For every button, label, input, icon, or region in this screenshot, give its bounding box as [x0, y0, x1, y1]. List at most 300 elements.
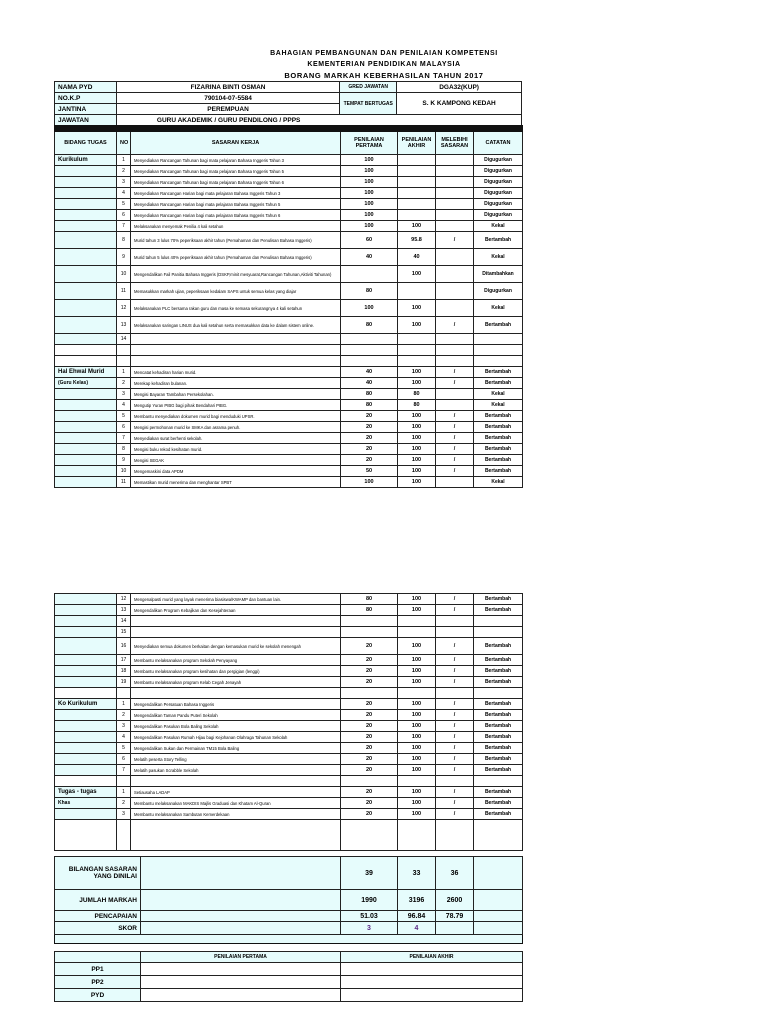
row-penilaian-pertama: 100 — [341, 155, 398, 166]
row-sasaran: Membantu melaksanakan program kesihatan dan pergigian (lenggi) — [131, 666, 341, 677]
row-penilaian-akhir: 80 — [398, 400, 436, 411]
row-sasaran: Mencatat kehadiran harian murid. — [131, 367, 341, 378]
row-no: 6 — [117, 210, 131, 221]
row-penilaian-akhir: 80 — [398, 389, 436, 400]
nama-value: FIZARINA BINTI OSMAN — [116, 82, 339, 93]
row-penilaian-akhir — [398, 616, 436, 627]
nokp-label: NO.K.P — [55, 93, 117, 104]
row-penilaian-pertama: 20 — [341, 677, 398, 688]
row-sasaran: Mengisi SEGAK — [131, 455, 341, 466]
bilangan-pertama: 39 — [341, 857, 398, 890]
row-catatan: Bertambah — [474, 721, 523, 732]
row-catatan: Kekal — [474, 249, 523, 266]
row-sasaran: Menyediakan Rancangan Harian bagi mata pelajaran Bahasa Inggeris Tahun 3 — [131, 188, 341, 199]
row-catatan: Digugurkan — [474, 283, 523, 300]
row-penilaian-pertama: 20 — [341, 433, 398, 444]
row-sasaran — [131, 334, 341, 345]
row-sasaran: Memastikan murid menerima dan menghantar SPBT — [131, 477, 341, 488]
row-penilaian-akhir: 100 — [398, 367, 436, 378]
row-sasaran: Menyediakan Rancangan Tahunan bagi mata pelajaran Bahasa Inggeris Tahun 6 — [131, 177, 341, 188]
table-row — [55, 677, 523, 688]
row-penilaian-akhir: 100 — [398, 721, 436, 732]
row-penilaian-pertama: 20 — [341, 444, 398, 455]
row-melebihi — [436, 283, 474, 300]
bidang-cell — [55, 721, 117, 732]
row-catatan: Bertambah — [474, 466, 523, 477]
row-no: 13 — [117, 317, 131, 334]
row-sasaran: Melaksanakan menyemak Penilia 4 kali setahun — [131, 221, 341, 232]
table-row — [55, 605, 523, 616]
row-penilaian-pertama: 20 — [341, 787, 398, 798]
bidang-cell — [55, 317, 117, 334]
row-melebihi: / — [436, 798, 474, 809]
table-row — [55, 721, 523, 732]
table-row — [55, 666, 523, 677]
bidang-cell — [55, 444, 117, 455]
row-penilaian-pertama: 40 — [341, 378, 398, 389]
bidang-cell: (Guru Kelas) — [55, 378, 117, 389]
table-row — [55, 627, 523, 638]
row-penilaian-akhir: 100 — [398, 743, 436, 754]
bidang-cell — [55, 199, 117, 210]
row-no: 17 — [117, 655, 131, 666]
row-melebihi: / — [436, 754, 474, 765]
row-melebihi: / — [436, 809, 474, 820]
bidang-cell — [55, 400, 117, 411]
row-sasaran — [131, 627, 341, 638]
row-penilaian-akhir: 100 — [398, 317, 436, 334]
bilangan-akhir: 33 — [398, 857, 436, 890]
row-melebihi: / — [436, 677, 474, 688]
row-penilaian-akhir: 100 — [398, 455, 436, 466]
gred-value: DGA32(KUP) — [397, 82, 522, 93]
row-catatan: Bertambah — [474, 411, 523, 422]
row-no: 10 — [117, 266, 131, 283]
footer-pertama: PENILAIAN PERTAMA — [141, 952, 341, 963]
row-catatan: Bertambah — [474, 594, 523, 605]
row-no: 11 — [117, 283, 131, 300]
row-sasaran: Mengendalikan Sukan dan Permainan TM15 Bola Baling — [131, 743, 341, 754]
row-sasaran: Merekap kehadiran bulanan. — [131, 378, 341, 389]
col-akhir: PENILAIAN AKHIR — [398, 132, 436, 155]
row-penilaian-akhir: 100 — [398, 411, 436, 422]
row-sasaran: Mengutip Yuran PIBG bagi pihak Bendahari PIBG. — [131, 400, 341, 411]
row-penilaian-pertama: 100 — [341, 177, 398, 188]
table-row — [55, 710, 523, 721]
row-melebihi: / — [436, 232, 474, 249]
row-catatan: Bertambah — [474, 699, 523, 710]
row-sasaran: Melaksanakan saringan LINUS dua kali setahun serta memasukkan data ke dalam sistem online. — [131, 317, 341, 334]
row-no: 2 — [117, 710, 131, 721]
sasaran-table-page1 — [54, 125, 523, 488]
row-melebihi — [436, 300, 474, 317]
bidang-cell: Hal Ehwal Murid — [55, 367, 117, 378]
sasaran-table-page2 — [54, 593, 523, 851]
row-penilaian-akhir — [398, 177, 436, 188]
row-melebihi — [436, 627, 474, 638]
table-row — [55, 411, 523, 422]
row-catatan: Digugurkan — [474, 177, 523, 188]
row-penilaian-akhir — [398, 188, 436, 199]
footer-pyd: PYD — [55, 989, 141, 1002]
jumlah-label: JUMLAH MARKAH — [55, 890, 141, 911]
row-sasaran: Mengendalikan Pasukan Rumah Hijau bagi Kejohanan Olahraga Tahunan Sekolah — [131, 732, 341, 743]
row-melebihi — [436, 166, 474, 177]
row-penilaian-pertama: 20 — [341, 743, 398, 754]
bidang-cell — [55, 411, 117, 422]
row-penilaian-akhir: 100 — [398, 655, 436, 666]
row-no: 5 — [117, 411, 131, 422]
row-penilaian-akhir — [398, 627, 436, 638]
row-penilaian-akhir — [398, 283, 436, 300]
row-melebihi: / — [436, 367, 474, 378]
row-penilaian-akhir: 100 — [398, 422, 436, 433]
col-melebihi: MELEBIHI SASARAN — [436, 132, 474, 155]
row-no: 4 — [117, 188, 131, 199]
skor-akhir: 4 — [398, 922, 436, 935]
row-melebihi — [436, 334, 474, 345]
row-catatan: Bertambah — [474, 787, 523, 798]
row-melebihi: / — [436, 721, 474, 732]
row-melebihi: / — [436, 666, 474, 677]
bidang-cell — [55, 389, 117, 400]
bidang-cell — [55, 249, 117, 266]
row-penilaian-akhir: 100 — [398, 433, 436, 444]
table-row — [55, 638, 523, 655]
row-no: 14 — [117, 334, 131, 345]
row-penilaian-pertama — [341, 334, 398, 345]
row-melebihi: / — [436, 422, 474, 433]
row-no: 14 — [117, 616, 131, 627]
table-row — [55, 455, 523, 466]
jumlah-melebihi: 2600 — [436, 890, 474, 911]
row-melebihi — [436, 177, 474, 188]
row-catatan: Ditambahkan — [474, 266, 523, 283]
row-catatan: Bertambah — [474, 317, 523, 334]
table-row — [55, 787, 523, 798]
row-no: 2 — [117, 166, 131, 177]
bidang-cell — [55, 266, 117, 283]
row-sasaran: Melaksanakan PLC bersama rakan guru dan masa ke semasa sekurangnya 4 kali setahun — [131, 300, 341, 317]
row-sasaran: Mengisi permohonan murid ke SMKA dan asrama penuh. — [131, 422, 341, 433]
row-penilaian-pertama: 100 — [341, 199, 398, 210]
bidang-cell — [55, 455, 117, 466]
bidang-cell: Ko Kurikulum — [55, 699, 117, 710]
bidang-cell — [55, 677, 117, 688]
row-penilaian-pertama: 80 — [341, 400, 398, 411]
footer-pp1: PP1 — [55, 963, 141, 976]
bidang-cell — [55, 765, 117, 776]
row-no: 3 — [117, 721, 131, 732]
row-penilaian-pertama: 20 — [341, 655, 398, 666]
table-row — [55, 210, 523, 221]
row-melebihi: / — [436, 378, 474, 389]
row-melebihi: / — [436, 710, 474, 721]
bidang-cell — [55, 655, 117, 666]
row-no: 12 — [117, 594, 131, 605]
table-row — [55, 433, 523, 444]
pencapaian-label: PENCAPAIAN — [55, 911, 141, 922]
row-melebihi — [436, 188, 474, 199]
row-penilaian-akhir: 100 — [398, 666, 436, 677]
row-penilaian-pertama: 20 — [341, 798, 398, 809]
row-catatan: Bertambah — [474, 455, 523, 466]
row-melebihi: / — [436, 605, 474, 616]
table-row — [55, 743, 523, 754]
row-penilaian-akhir: 100 — [398, 444, 436, 455]
row-penilaian-akhir: 40 — [398, 249, 436, 266]
row-sasaran: Membantu melaksanakan program Sekolah Penyayang — [131, 655, 341, 666]
row-penilaian-pertama: 20 — [341, 699, 398, 710]
bidang-cell — [55, 638, 117, 655]
row-sasaran: Membantu melaksanakan program Kelab Cegah Jenayah — [131, 677, 341, 688]
row-penilaian-pertama: 20 — [341, 754, 398, 765]
col-pertama: PENILAIAN PERTAMA — [341, 132, 398, 155]
row-sasaran: Membantu melaksanakan MAKDIS Majlis Graduasi dan Khatam Al-Quran — [131, 798, 341, 809]
row-penilaian-pertama: 20 — [341, 732, 398, 743]
row-melebihi: / — [436, 444, 474, 455]
row-penilaian-pertama: 20 — [341, 411, 398, 422]
row-melebihi — [436, 266, 474, 283]
row-sasaran: Murid tahun 3 lulus 70% peperiksaan akhir tahun (Pemahaman dan Penulisan Bahasa Inggeris) — [131, 232, 341, 249]
col-sasaran: SASARAN KERJA — [131, 132, 341, 155]
row-sasaran: Mengendalikan Pasukan Bola Baling Sekolah — [131, 721, 341, 732]
row-catatan: Digugurkan — [474, 188, 523, 199]
table-row — [55, 466, 523, 477]
table-row — [55, 283, 523, 300]
row-penilaian-akhir — [398, 334, 436, 345]
row-penilaian-pertama: 100 — [341, 166, 398, 177]
row-penilaian-akhir: 100 — [398, 765, 436, 776]
bidang-cell — [55, 627, 117, 638]
table-row — [55, 765, 523, 776]
row-no: 1 — [117, 155, 131, 166]
row-catatan: Bertambah — [474, 743, 523, 754]
row-catatan: Bertambah — [474, 809, 523, 820]
bidang-cell — [55, 334, 117, 345]
row-melebihi — [436, 400, 474, 411]
row-sasaran: Mengisi Bayaran Tambahan Persekolahan. — [131, 389, 341, 400]
col-no: NO — [117, 132, 131, 155]
row-penilaian-pertama: 20 — [341, 666, 398, 677]
jumlah-akhir: 3196 — [398, 890, 436, 911]
table-row — [55, 754, 523, 765]
row-sasaran: Melatih pasukan Scrabble Sekolah — [131, 765, 341, 776]
row-penilaian-pertama: 80 — [341, 389, 398, 400]
row-melebihi: / — [436, 765, 474, 776]
bidang-cell — [55, 616, 117, 627]
table-row — [55, 732, 523, 743]
row-sasaran: Membantu menyediakan dokumen murid bagi menduduki UPSR. — [131, 411, 341, 422]
row-catatan: Bertambah — [474, 677, 523, 688]
row-catatan: Bertambah — [474, 798, 523, 809]
row-no: 10 — [117, 466, 131, 477]
row-no: 7 — [117, 433, 131, 444]
row-sasaran: Membantu melaksanakan Sambutan Kemerdekaan — [131, 809, 341, 820]
bilangan-melebihi: 36 — [436, 857, 474, 890]
table-row — [55, 334, 523, 345]
row-penilaian-pertama — [341, 627, 398, 638]
row-penilaian-akhir: 100 — [398, 754, 436, 765]
form-agency-title: BAHAGIAN PEMBANGUNAN DAN PENILAIAN KOMPETENSI — [270, 50, 498, 57]
row-no: 4 — [117, 732, 131, 743]
table-row — [55, 199, 523, 210]
bidang-cell — [55, 188, 117, 199]
row-no: 5 — [117, 199, 131, 210]
bidang-cell — [55, 177, 117, 188]
row-catatan — [474, 334, 523, 345]
bidang-cell: Tugas - tugas — [55, 787, 117, 798]
row-sasaran: Mengemaskini data APDM — [131, 466, 341, 477]
table-row — [55, 389, 523, 400]
row-penilaian-pertama: 20 — [341, 638, 398, 655]
row-penilaian-pertama: 20 — [341, 710, 398, 721]
nama-label: NAMA PYD — [55, 82, 117, 93]
table-row — [55, 232, 523, 249]
jawatan-value: GURU AKADEMIK / GURU PENDILONG / PPPS — [116, 115, 521, 126]
row-penilaian-akhir: 100 — [398, 798, 436, 809]
table-row — [55, 699, 523, 710]
bidang-cell — [55, 809, 117, 820]
row-melebihi — [436, 199, 474, 210]
pencapaian-akhir: 96.84 — [398, 911, 436, 922]
row-no: 13 — [117, 605, 131, 616]
row-no: 3 — [117, 809, 131, 820]
row-no: 4 — [117, 400, 131, 411]
table-row — [55, 166, 523, 177]
bidang-cell — [55, 232, 117, 249]
row-sasaran: Murid tahun 5 lulus 40% peperiksaan akhir tahun (Pemahaman dan Penulisan Bahasa Inggeris) — [131, 249, 341, 266]
table-row — [55, 317, 523, 334]
row-melebihi: / — [436, 787, 474, 798]
bidang-cell — [55, 666, 117, 677]
table-row — [55, 367, 523, 378]
bidang-cell — [55, 210, 117, 221]
bidang-cell — [55, 422, 117, 433]
col-bidang: BIDANG TUGAS — [55, 132, 117, 155]
row-penilaian-pertama: 20 — [341, 721, 398, 732]
row-no: 8 — [117, 444, 131, 455]
row-catatan: Bertambah — [474, 754, 523, 765]
row-catatan — [474, 616, 523, 627]
signature-table — [54, 951, 523, 1002]
row-sasaran: Menyediakan Rancangan Harian bagi mata pelajaran Bahasa Inggeris Tahun 6 — [131, 210, 341, 221]
bidang-cell — [55, 477, 117, 488]
row-melebihi — [436, 155, 474, 166]
skor-label: SKOR — [55, 922, 141, 935]
bidang-cell — [55, 594, 117, 605]
nokp-value: 790104-07-5584 — [116, 93, 339, 104]
row-penilaian-pertama: 20 — [341, 765, 398, 776]
table-row — [55, 400, 523, 411]
row-catatan: Bertambah — [474, 732, 523, 743]
table-row — [55, 444, 523, 455]
row-catatan: Kekal — [474, 400, 523, 411]
row-melebihi: / — [436, 433, 474, 444]
row-no: 15 — [117, 627, 131, 638]
form-ministry-title: KEMENTERIAN PENDIDIKAN MALAYSIA — [307, 61, 461, 68]
row-catatan: Bertambah — [474, 444, 523, 455]
bidang-cell — [55, 743, 117, 754]
bidang-cell — [55, 605, 117, 616]
row-sasaran: Mengenalpasti murid yang layak menerima biasiswa/KWAMP dan bantuan lain. — [131, 594, 341, 605]
col-catatan: CATATAN — [474, 132, 523, 155]
row-penilaian-pertama: 80 — [341, 594, 398, 605]
row-no: 1 — [117, 699, 131, 710]
footer-pp2: PP2 — [55, 976, 141, 989]
row-penilaian-pertama: 80 — [341, 317, 398, 334]
row-sasaran: Mengendalikan Persatuan Bahasa Inggeris — [131, 699, 341, 710]
table-row — [55, 477, 523, 488]
row-melebihi — [436, 221, 474, 232]
bidang-cell — [55, 221, 117, 232]
row-melebihi: / — [436, 655, 474, 666]
row-penilaian-akhir: 100 — [398, 809, 436, 820]
bilangan-label: BILANGAN SASARAN YANG DINILAI — [55, 857, 141, 890]
row-penilaian-akhir: 100 — [398, 221, 436, 232]
row-penilaian-pertama: 80 — [341, 283, 398, 300]
row-penilaian-akhir: 100 — [398, 732, 436, 743]
summary-table — [54, 856, 523, 944]
table-row — [55, 798, 523, 809]
bidang-cell — [55, 754, 117, 765]
jumlah-pertama: 1990 — [341, 890, 398, 911]
row-no: 6 — [117, 754, 131, 765]
row-penilaian-akhir: 100 — [398, 300, 436, 317]
row-sasaran: Melatih peserta Story Telling — [131, 754, 341, 765]
row-no: 18 — [117, 666, 131, 677]
row-melebihi — [436, 210, 474, 221]
row-penilaian-pertama: 50 — [341, 466, 398, 477]
row-catatan: Bertambah — [474, 638, 523, 655]
table-row — [55, 249, 523, 266]
row-no: 7 — [117, 221, 131, 232]
form-title: BORANG MARKAH KEBERHASILAN TAHUN 2017 — [284, 71, 484, 80]
row-catatan: Bertambah — [474, 655, 523, 666]
bidang-cell — [55, 283, 117, 300]
table-row — [55, 422, 523, 433]
row-penilaian-akhir: 100 — [398, 638, 436, 655]
row-melebihi — [436, 616, 474, 627]
table-row — [55, 655, 523, 666]
row-no: 16 — [117, 638, 131, 655]
row-catatan: Digugurkan — [474, 210, 523, 221]
row-catatan: Kekal — [474, 477, 523, 488]
pencapaian-melebihi: 78.79 — [436, 911, 474, 922]
row-catatan: Bertambah — [474, 433, 523, 444]
bidang-cell — [55, 433, 117, 444]
table-row — [55, 155, 523, 166]
row-penilaian-pertama: 60 — [341, 232, 398, 249]
row-melebihi: / — [436, 455, 474, 466]
row-no: 1 — [117, 787, 131, 798]
row-penilaian-akhir: 100 — [398, 594, 436, 605]
row-melebihi: / — [436, 594, 474, 605]
row-melebihi: / — [436, 743, 474, 754]
row-penilaian-akhir: 100 — [398, 477, 436, 488]
bidang-cell: Khas — [55, 798, 117, 809]
row-no: 7 — [117, 765, 131, 776]
row-penilaian-pertama: 100 — [341, 188, 398, 199]
row-penilaian-pertama: 80 — [341, 605, 398, 616]
row-penilaian-pertama: 100 — [341, 210, 398, 221]
row-penilaian-akhir — [398, 155, 436, 166]
row-sasaran: Menyediakan Rancangan Tahunan bagi mata pelajaran Bahasa Inggeris Tahun 3 — [131, 155, 341, 166]
row-melebihi: / — [436, 732, 474, 743]
row-no: 2 — [117, 798, 131, 809]
tempat-label: TEMPAT BERTUGAS — [340, 93, 397, 115]
row-sasaran: Menyediakan surat berhenti sekolah. — [131, 433, 341, 444]
